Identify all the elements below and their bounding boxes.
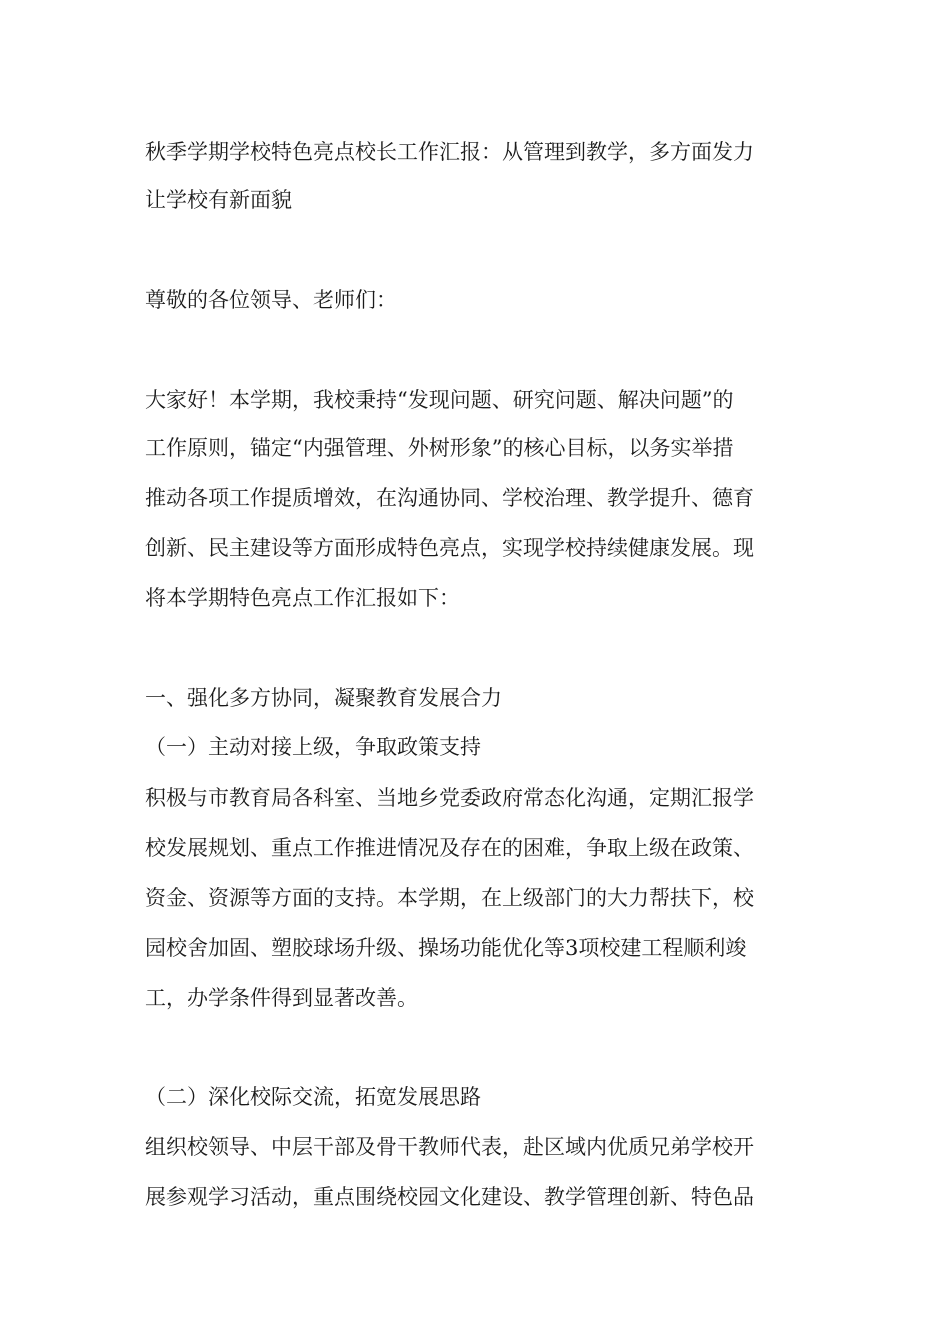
intro-line: 工作原则，锚定“内强管理、外树形象”的核心目标，以务实举措 xyxy=(145,436,734,460)
document-title-line-1: 秋季学期学校特色亮点校长工作汇报：从管理到教学，多方面发力 xyxy=(145,140,754,164)
body-line: 资金、资源等方面的支持。本学期，在上级部门的大力帮扶下，校 xyxy=(145,886,754,910)
body-line: 工，办学条件得到显著改善。 xyxy=(145,986,418,1010)
subsection-heading: （二）深化校际交流，拓宽发展思路 xyxy=(145,1085,481,1109)
document-title-line-2: 让学校有新面貌 xyxy=(145,188,292,212)
body-line: 组织校领导、中层干部及骨干教师代表，赴区域内优质兄弟学校开 xyxy=(145,1135,754,1159)
section-heading: 一、强化多方协同，凝聚教育发展合力 xyxy=(145,686,502,710)
intro-line: 大家好！本学期，我校秉持“发现问题、研究问题、解决问题”的 xyxy=(145,388,734,412)
intro-line: 推动各项工作提质增效，在沟通协同、学校治理、教学提升、德育 xyxy=(145,486,754,510)
subsection-heading: （一）主动对接上级，争取政策支持 xyxy=(145,735,481,759)
intro-line: 将本学期特色亮点工作汇报如下： xyxy=(145,586,460,610)
salutation: 尊敬的各位领导、老师们： xyxy=(145,288,397,312)
body-line: 积极与市教育局各科室、当地乡党委政府常态化沟通，定期汇报学 xyxy=(145,786,754,810)
body-line: 园校舍加固、塑胶球场升级、操场功能优化等3项校建工程顺利竣 xyxy=(145,936,747,960)
intro-line: 创新、民主建设等方面形成特色亮点，实现学校持续健康发展。现 xyxy=(145,536,754,560)
body-line: 校发展规划、重点工作推进情况及存在的困难，争取上级在政策、 xyxy=(145,836,754,860)
body-line: 展参观学习活动，重点围绕校园文化建设、教学管理创新、特色品 xyxy=(145,1185,754,1209)
